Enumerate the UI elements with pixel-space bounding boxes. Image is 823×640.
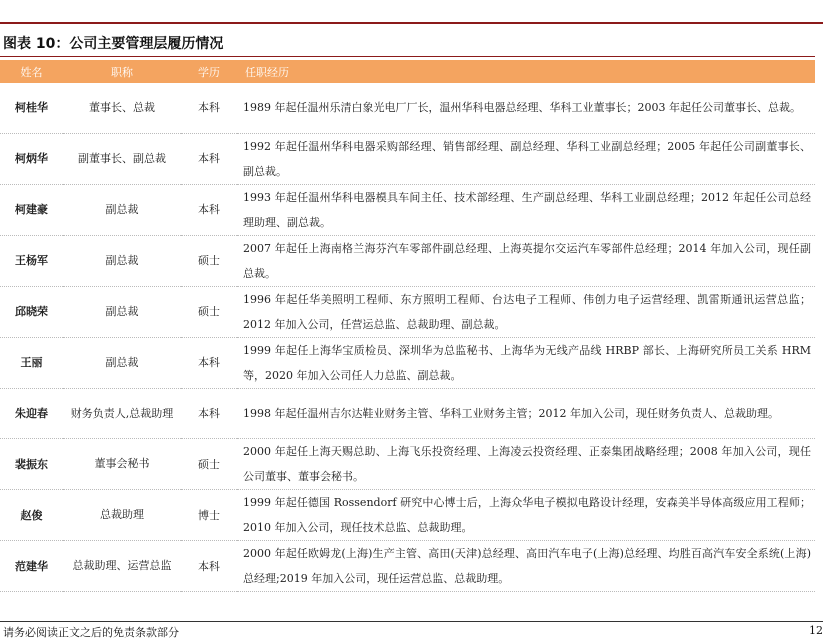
disclaimer-footer: 请务必阅读正文之后的免责条款部分 — [3, 626, 179, 639]
table-row — [0, 439, 815, 490]
row-education: 本科 — [181, 83, 237, 133]
table-row — [0, 286, 815, 337]
row-position: 副总裁 — [63, 337, 181, 388]
table-row — [0, 83, 815, 133]
table-row — [0, 235, 815, 286]
row-education: 本科 — [181, 541, 237, 592]
row-position: 财务负责人,总裁助理 — [63, 388, 181, 438]
row-experience: 1996 年起任华美照明工程师、东方照明工程师、台达电子工程师、伟创力电子运营经理、凯雷斯通讯运营总监；2012 年加入公司，任营运总监、总裁助理、副总裁。 — [237, 286, 815, 337]
header-experience: 任职经历 — [237, 60, 815, 83]
row-education: 本科 — [181, 133, 237, 184]
table-header-row — [0, 60, 815, 83]
row-name: 邱晓荣 — [0, 286, 63, 337]
row-position: 董事会秘书 — [63, 439, 181, 490]
table-row — [0, 490, 815, 541]
row-education: 本科 — [181, 388, 237, 438]
header-name: 姓名 — [0, 60, 63, 83]
row-experience: 2000 年起任欧姆龙(上海)生产主管、高田(天津)总经理、高田汽车电子(上海)总经理、均胜百高汽车安全系统(上海)总经理;2019 年加入公司，现任运营总监、总裁助理。 — [237, 541, 815, 592]
figure-title: 图表 10：公司主要管理层履历情况 — [3, 36, 224, 52]
row-position: 副董事长、副总裁 — [63, 133, 181, 184]
row-experience: 1999 年起任德国 Rossendorf 研究中心博士后，上海众华电子模拟电路设计经理，安森美半导体高级应用工程师；2010 年加入公司，现任技术总监、总裁助理。 — [237, 490, 815, 541]
row-education: 本科 — [181, 184, 237, 235]
row-name: 裴振东 — [0, 439, 63, 490]
row-position: 总裁助理 — [63, 490, 181, 541]
row-experience: 1992 年起任温州华科电器采购部经理、销售部经理、副总经理、华科工业副总经理；2005 年起任公司副董事长、副总裁。 — [237, 133, 815, 184]
row-experience: 1989 年起任温州乐清白象光电厂厂长，温州华科电器总经理、华科工业董事长；2003 年起任公司董事长、总裁。 — [237, 83, 815, 133]
header-education: 学历 — [181, 60, 237, 83]
row-position: 副总裁 — [63, 184, 181, 235]
row-position: 副总裁 — [63, 286, 181, 337]
row-position: 董事长、总裁 — [63, 83, 181, 133]
row-experience: 2000 年起任上海天赐总助、上海飞乐投资经理、上海凌云投资经理、正泰集团战略经理；2008 年加入公司，现任公司董事、董事会秘书。 — [237, 439, 815, 490]
table-row — [0, 133, 815, 184]
row-name: 柯桂华 — [0, 83, 63, 133]
row-position: 副总裁 — [63, 235, 181, 286]
table-row — [0, 184, 815, 235]
row-education: 博士 — [181, 490, 237, 541]
row-experience: 1999 年起任上海华宝质检员、深圳华为总监秘书、上海华为无线产品线 HRBP 部长、上海研究所员工关系 HRM 等，2020 年加入公司任人力总监、副总裁。 — [237, 337, 815, 388]
table-row — [0, 541, 815, 592]
row-name: 王杨军 — [0, 235, 63, 286]
row-experience: 2007 年起任上海南格兰海芬汽车零部件副总经理、上海英提尔交运汽车零部件总经理；2014 年加入公司，现任副总裁。 — [237, 235, 815, 286]
footer-rule — [0, 621, 823, 622]
row-education: 硕士 — [181, 286, 237, 337]
row-position: 总裁助理、运营总监 — [63, 541, 181, 592]
row-name: 范建华 — [0, 541, 63, 592]
table-row — [0, 337, 815, 388]
row-education: 硕士 — [181, 439, 237, 490]
title-rule — [0, 56, 815, 57]
row-education: 本科 — [181, 337, 237, 388]
header-rule — [0, 22, 823, 24]
management-table — [0, 60, 815, 592]
row-experience: 1993 年起任温州华科电器模具车间主任、技术部经理、生产副总经理、华科工业副总经理；2012 年起任公司总经理助理、副总裁。 — [237, 184, 815, 235]
row-experience: 1998 年起任温州吉尔达鞋业财务主管、华科工业财务主管；2012 年加入公司，现任财务负责人、总裁助理。 — [237, 388, 815, 438]
row-name: 柯炳华 — [0, 133, 63, 184]
row-name: 柯建豪 — [0, 184, 63, 235]
page-number: 12 — [809, 624, 823, 637]
row-name: 王丽 — [0, 337, 63, 388]
row-education: 硕士 — [181, 235, 237, 286]
row-name: 赵俊 — [0, 490, 63, 541]
table-row — [0, 388, 815, 438]
header-position: 职称 — [63, 60, 181, 83]
row-name: 朱迎春 — [0, 388, 63, 438]
